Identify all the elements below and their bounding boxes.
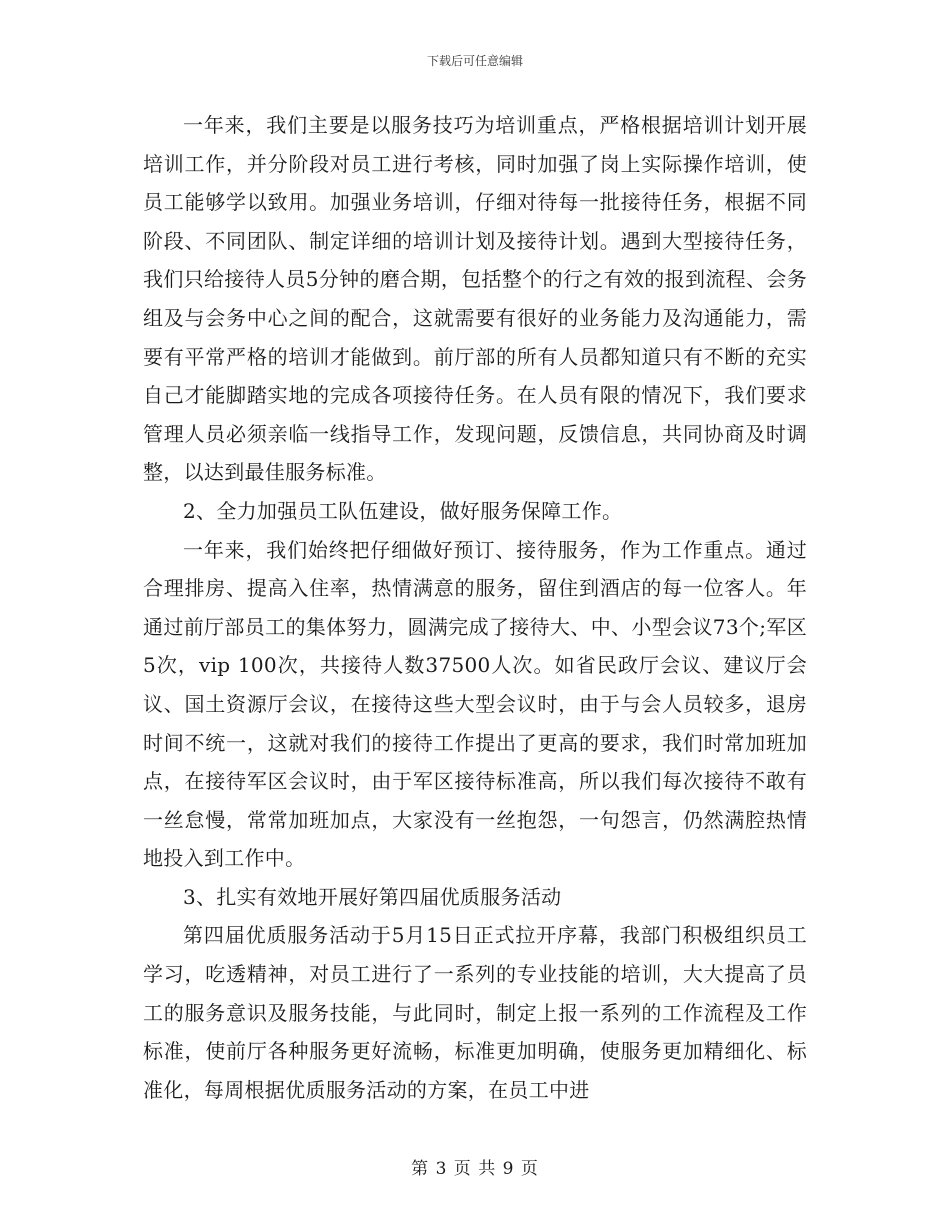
page-header: 下载后可任意编辑	[426, 54, 523, 68]
heading-quality-service: 3、扎实有效地开展好第四届优质服务活动	[183, 884, 562, 909]
paragraph-training: 一年来，我们主要是以服务技巧为培训重点，严格根据培训计划开展培训工作，并分阶段对员工进行考核，同时加强了岗上实际操作培训，使员工能够学以致用。加强业务培训，仔细对待每一批接待任务，根据不同阶段、不同团队、制定详细的培训计划及接待计划。遇到大型接待任务，我们只给接待人员5分钟的磨合期，包括整个的行之有效的报到流程、会务组及与会务中心之间的配合，这就需要有很好的业务能力及沟通能力，需要有平常严格的培训才能做到。前厅部的所有人员都知道只有不断的充实自己才能脚踏实地的完成各项接待任务。在人员有限的情况下，我们要求管理人员必须亲临一线指导工作，发现问题，反馈信息，共同协商及时调整，以达到最佳服务标准。	[143, 113, 807, 485]
paragraph-quality-service: 第四届优质服务活动于5月15日正式拉开序幕，我部门积极组织员工学习，吃透精神，对员工进行了一系列的专业技能的培训，大大提高了员工的服务意识及服务技能，与此同时，制定上报一系列的工作流程及工作标准，使前厅各种服务更好流畅，标准更加明确，使服务更加精细化、标准化，每周根据优质服务活动的方案，在员工中进	[143, 923, 807, 1102]
page-number: 第 3 页 共 9 页	[411, 1159, 539, 1179]
heading-team-building: 2、全力加强员工队伍建设，做好服务保障工作。	[183, 498, 623, 523]
document-body	[143, 106, 807, 1109]
paragraph-reception: 一年来，我们始终把仔细做好预订、接待服务，作为工作重点。通过合理排房、提高入住率，热情满意的服务，留住到酒店的每一位客人。年通过前厅部员工的集体努力，圆满完成了接待大、中、小型会议73个;军区5次，vip 100次，共接待人数37500人次。如省民政厅会议、建议厅会议、国土资源厅会议，在接待这些大型会议时，由于与会人员较多，退房时间不统一，这就对我们的接待工作提出了更高的要求，我们时常加班加点，在接待军区会议时，由于军区接待标准高，所以我们每次接待不敢有一丝怠慢，常常加班加点，大家没有一丝抱怨，一句怨言，仍然满腔热情地投入到工作中。	[143, 537, 807, 871]
